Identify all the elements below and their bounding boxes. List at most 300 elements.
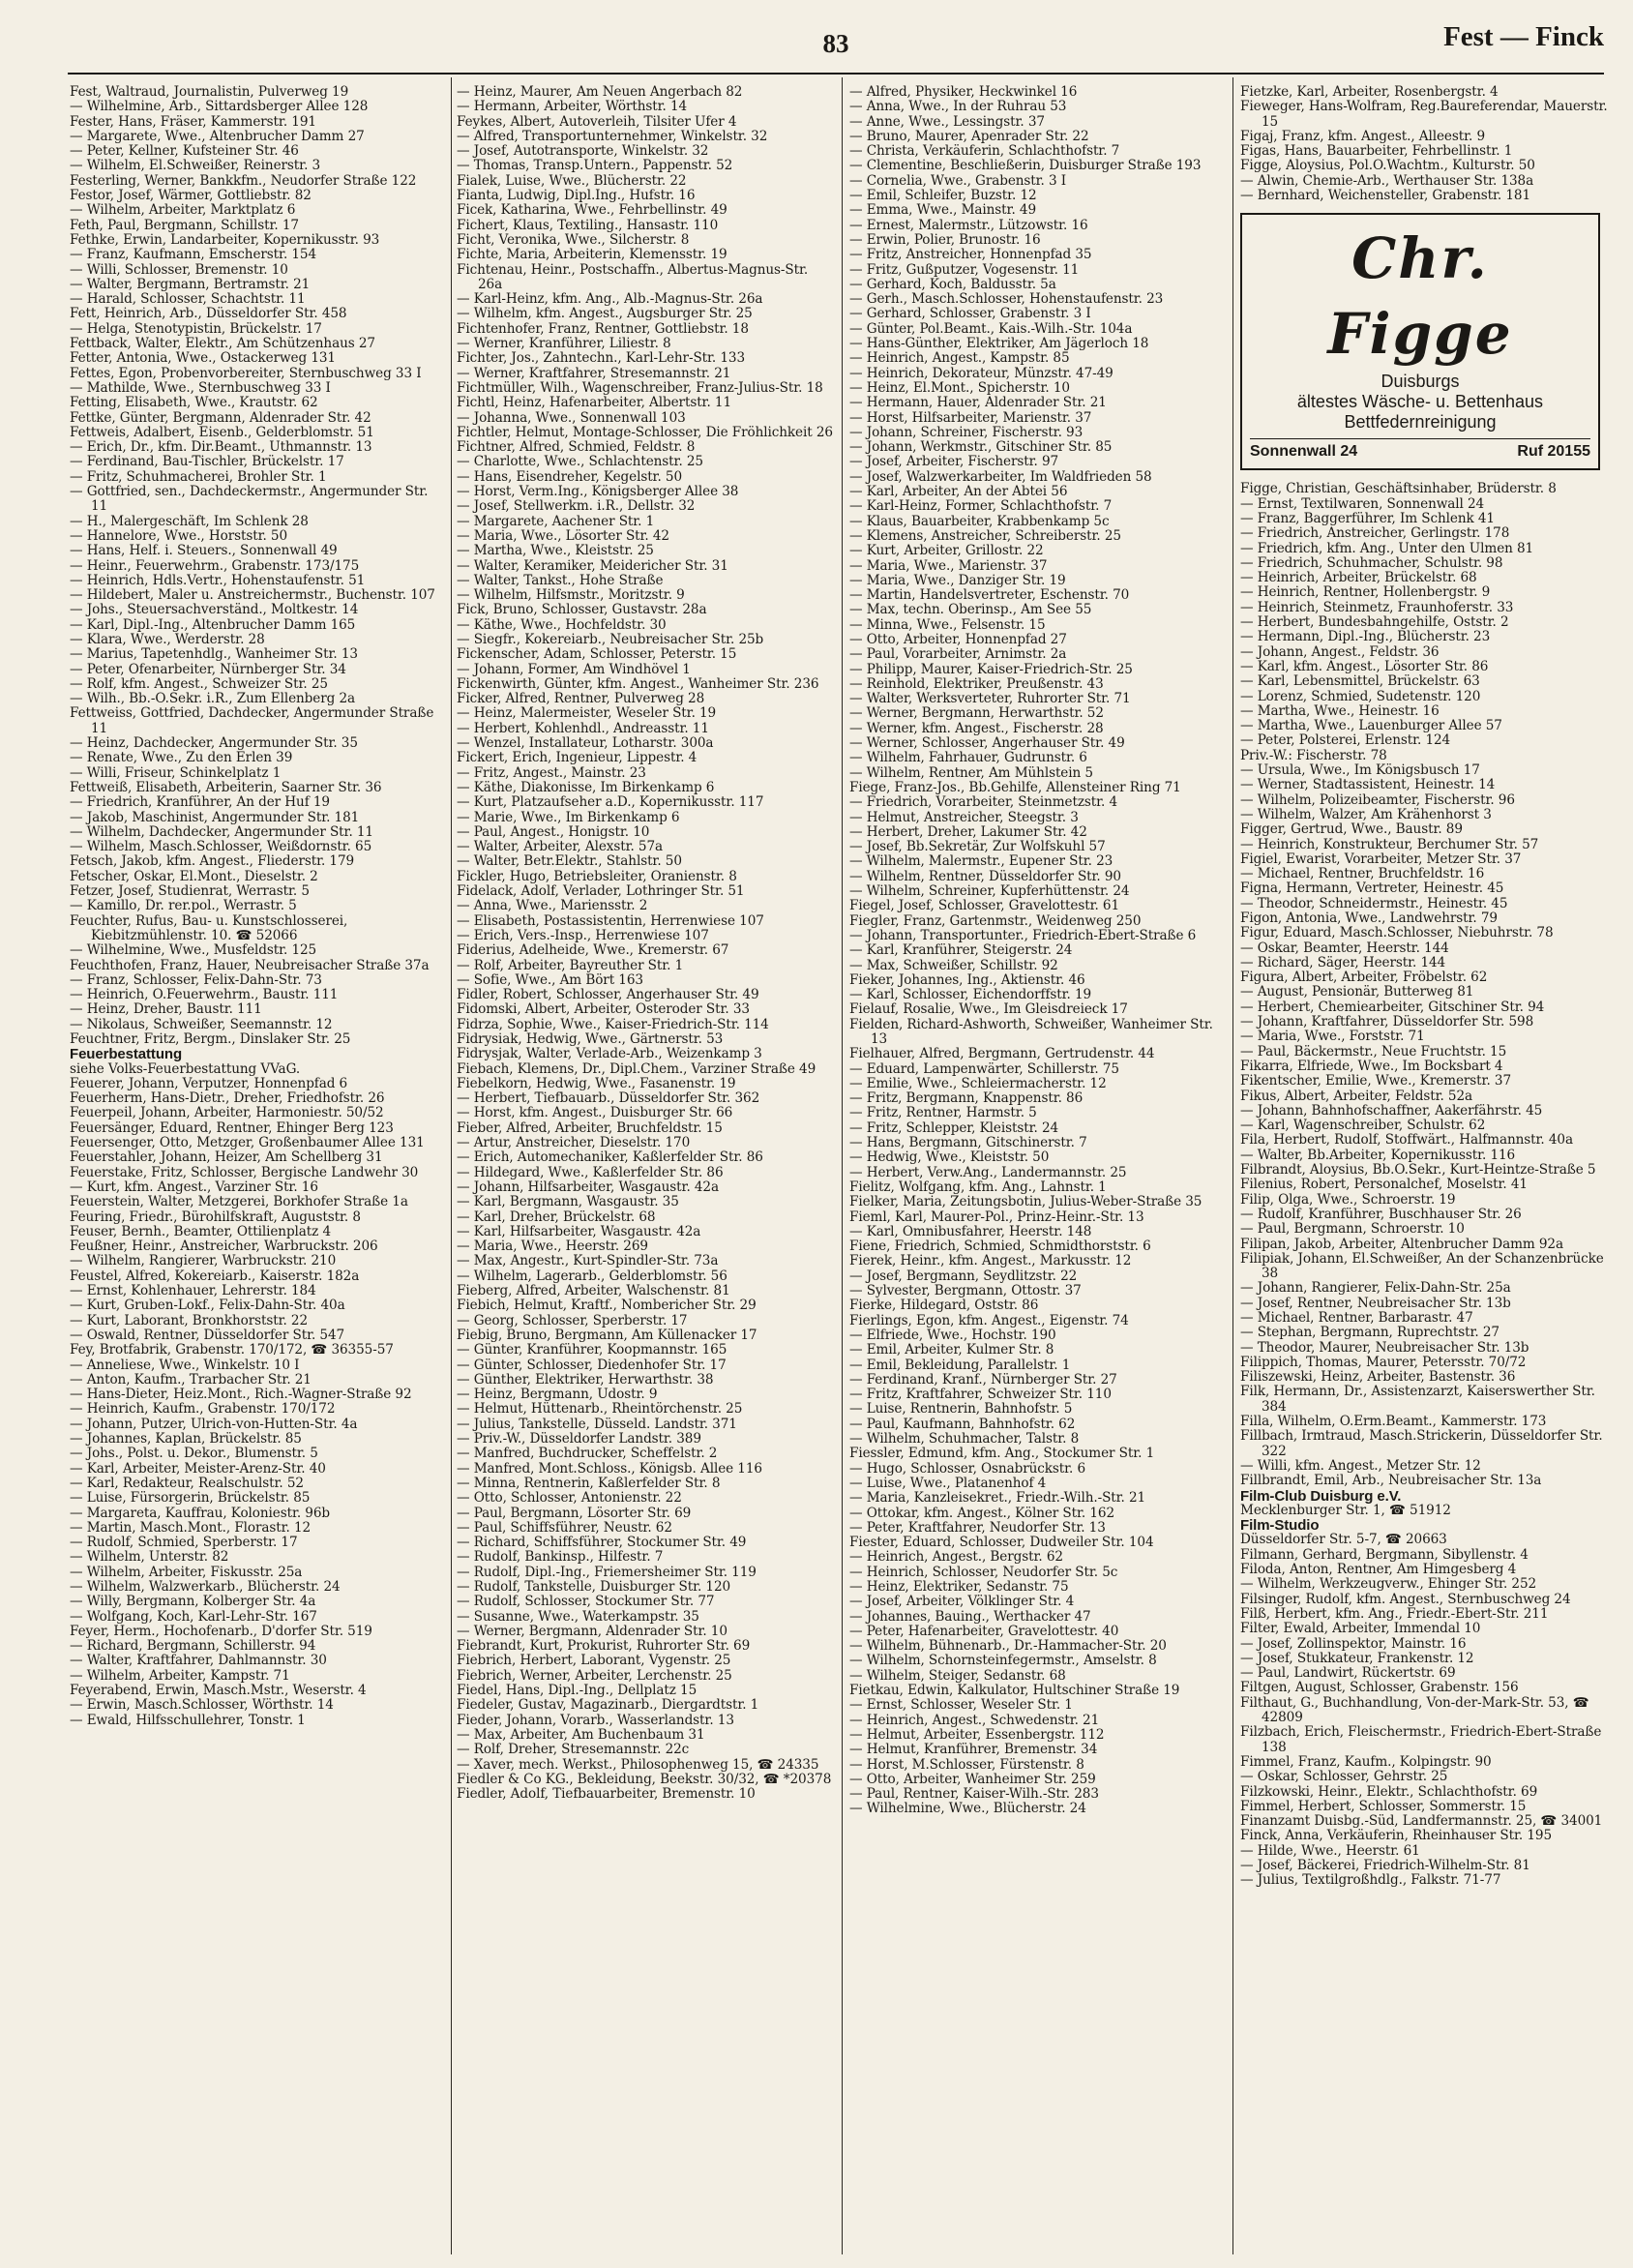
directory-entry: Finck, Anna, Verkäuferin, Rheinhauser Str. 195 (1240, 1828, 1552, 1844)
directory-entry: — Rudolf, Bankinsp., Hilfestr. 7 (457, 1549, 664, 1566)
directory-entry: — Werner, Kraftfahrer, Stresemannstr. 21 (457, 365, 731, 381)
directory-entry: — Marius, Tapetenhdlg., Wanheimer Str. 13 (70, 646, 358, 663)
directory-entry: Filzbach, Erich, Fleischermstr., Friedrich-Ebert-Straße 138 (1240, 1724, 1602, 1755)
directory-entry: — Rudolf, Tankstelle, Duisburger Str. 120 (457, 1578, 731, 1595)
directory-entry: — Otto, Arbeiter, Wanheimer Str. 259 (849, 1771, 1096, 1787)
directory-entry: — Heinrich, Dekorateur, Münzstr. 47-49 (849, 365, 1113, 381)
directory-entry: — Wilhelm, Dachdecker, Angermunder Str. 11 (70, 823, 373, 840)
directory-entry: Fimmel, Franz, Kaufm., Kolpingstr. 90 (1240, 1753, 1492, 1770)
directory-entry: Feuring, Friedr., Bürohilfskraft, Auguststr. 8 (70, 1209, 361, 1225)
directory-entry: Feuerstein, Walter, Metzgerei, Borkhofer Straße 1a (70, 1194, 408, 1210)
directory-entry: — Wilhelm, kfm. Angest., Augsburger Str. 25 (457, 306, 753, 322)
directory-entry: — Heinrich, Angest., Schwedenstr. 21 (849, 1712, 1100, 1728)
directory-entry: — Clementine, Beschließerin, Duisburger Straße 193 (849, 158, 1202, 174)
directory-entry: — August, Pensionär, Butterweg 81 (1240, 984, 1474, 1000)
directory-entry: — Alwin, Chemie-Arb., Werthauser Str. 138a (1240, 172, 1534, 189)
directory-entry: Filbrandt, Aloysius, Bb.O.Sekr., Kurt-Heintze-Straße 5 (1240, 1162, 1596, 1179)
directory-entry: Fiderius, Adelheide, Wwe., Kremerstr. 67 (457, 942, 729, 959)
directory-entry: — Heinrich, Schlosser, Neudorfer Str. 5c (849, 1564, 1118, 1580)
directory-entry: Fielker, Maria, Zeitungsbotin, Julius-Weber-Straße 35 (849, 1194, 1202, 1210)
directory-entry: — Werner, Kranführer, Liliestr. 8 (457, 336, 671, 352)
directory-entry: — Hedwig, Wwe., Kleiststr. 50 (849, 1149, 1050, 1166)
directory-entry: — Horst, Verm.Ing., Königsberger Allee 38 (457, 484, 739, 500)
directory-entry: — Jakob, Maschinist, Angermunder Str. 181 (70, 809, 360, 825)
directory-entry: — Walter, Kraftfahrer, Dahlmannstr. 30 (70, 1653, 327, 1669)
directory-entry: — Hermann, Arbeiter, Wörthstr. 14 (457, 99, 688, 115)
directory-entry: Düsseldorfer Str. 5-7, ☎ 20663 (1240, 1532, 1447, 1548)
directory-entry: Fethke, Erwin, Landarbeiter, Kopernikusstr. 93 (70, 231, 380, 248)
directory-entry: — Ottokar, kfm. Angest., Kölner Str. 162 (849, 1505, 1114, 1521)
directory-entry: — Hilde, Wwe., Heerstr. 61 (1240, 1842, 1420, 1859)
directory-entry: — Paul, Kaufmann, Bahnhofstr. 62 (849, 1416, 1076, 1432)
directory-entry: — Willi, Friseur, Schinkelplatz 1 (70, 764, 282, 781)
directory-entry: — Peter, Kellner, Kufsteiner Str. 46 (70, 143, 299, 160)
directory-entry: — Heinz, El.Mont., Spicherstr. 10 (849, 379, 1070, 396)
directory-entry: — Josef, Rentner, Neubreisacher Str. 13b (1240, 1295, 1511, 1311)
directory-entry: — Fritz, Anstreicher, Honnenpfad 35 (849, 247, 1092, 263)
directory-entry: — Friedrich, Vorarbeiter, Steinmetzstr. 4 (849, 794, 1118, 811)
directory-entry: — Oswald, Rentner, Düsseldorfer Str. 547 (70, 1327, 345, 1343)
directory-entry: — Margareta, Kauffrau, Koloniestr. 96b (70, 1505, 331, 1521)
directory-entry: Fiedler & Co KG., Bekleidung, Beekstr. 30/32, ☎ *20378 (457, 1771, 832, 1787)
directory-entry: Fiedeler, Gustav, Magazinarb., Diergardtstr. 1 (457, 1697, 759, 1714)
directory-entry: Finanzamt Duisbg.-Süd, Landfermannstr. 25, ☎ 34001 (1240, 1813, 1603, 1830)
directory-entry: — Josef, Zollinspektor, Mainstr. 16 (1240, 1635, 1467, 1652)
directory-entry: Feuerer, Johann, Verputzer, Honnenpfad 6 (70, 1075, 348, 1091)
directory-entry: — Martha, Wwe., Heinestr. 16 (1240, 702, 1440, 719)
directory-entry: — Josef, Walzwerkarbeiter, Im Waldfrieden 58 (849, 468, 1152, 485)
directory-entry: — Josef, Arbeiter, Fischerstr. 97 (849, 454, 1059, 470)
directory-entry: — Walter, Bergmann, Bertramstr. 21 (70, 276, 311, 292)
directory-entry: — Peter, Hafenarbeiter, Gravelottestr. 40 (849, 1623, 1119, 1639)
directory-entry: Fidelack, Adolf, Verlader, Lothringer Str. 51 (457, 883, 745, 900)
directory-entry: — Herbert, Verw.Ang., Landermannstr. 25 (849, 1164, 1127, 1180)
directory-entry: Filsinger, Rudolf, kfm. Angest., Sternbuschweg 24 (1240, 1591, 1571, 1607)
directory-column-3 (849, 85, 1227, 2257)
directory-entry: Feuerbestattung (70, 1046, 183, 1063)
directory-entry: — Wilhelm, Schreiner, Kupferhüttenstr. 24 (849, 883, 1130, 900)
directory-entry: Fetzer, Josef, Studienrat, Werrastr. 5 (70, 883, 310, 900)
directory-entry: — Martin, Masch.Mont., Florastr. 12 (70, 1519, 312, 1536)
directory-entry: — Karl, Redakteur, Realschulstr. 52 (70, 1475, 304, 1491)
directory-entry: Fiegel, Josef, Schlosser, Gravelottestr. 61 (849, 898, 1120, 914)
directory-entry: — Peter, Ofenarbeiter, Nürnberger Str. 34 (70, 661, 346, 677)
directory-entry: — Herbert, Dreher, Lakumer Str. 42 (849, 823, 1087, 840)
directory-entry: — Hans-Günther, Elektriker, Am Jägerloch 18 (849, 336, 1149, 352)
directory-entry: Figger, Gertrud, Wwe., Baustr. 89 (1240, 821, 1463, 838)
directory-entry: — Martin, Handelsvertreter, Eschenstr. 70 (849, 587, 1130, 604)
directory-entry: Fiedel, Hans, Dipl.-Ing., Dellplatz 15 (457, 1683, 698, 1699)
directory-entry: Fickenscher, Adam, Schlosser, Peterstr. 15 (457, 646, 737, 663)
directory-entry: Fiege, Franz-Jos., Bb.Gehilfe, Allensteiner Ring 71 (849, 779, 1181, 795)
directory-entry: — Anna, Wwe., Mariensstr. 2 (457, 898, 648, 914)
directory-entry: Filiszewski, Heinz, Arbeiter, Bastenstr. 36 (1240, 1369, 1516, 1386)
directory-entry: Fickler, Hugo, Betriebsleiter, Oranienstr. 8 (457, 868, 737, 884)
directory-entry: — Karl, Hilfsarbeiter, Wasgaustr. 42a (457, 1223, 701, 1239)
directory-entry: — Anneliese, Wwe., Winkelstr. 10 I (70, 1357, 300, 1373)
directory-entry: Film-Club Duisburg e.V. (1240, 1487, 1402, 1505)
directory-entry: — Horst, kfm. Angest., Duisburger Str. 66 (457, 1105, 733, 1121)
directory-entry: Fikarra, Elfriede, Wwe., Im Bocksbart 4 (1240, 1058, 1503, 1074)
directory-entry: — Alfred, Transportunternehmer, Winkelstr. 32 (457, 128, 768, 144)
directory-entry: — Erich, Dr., kfm. Dir.Beamt., Uthmannstr. 13 (70, 439, 372, 456)
directory-entry: — Peter, Polsterei, Erlenstr. 124 (1240, 732, 1451, 749)
directory-entry: — Günther, Elektriker, Herwarthstr. 38 (457, 1371, 714, 1388)
directory-entry: — Ernst, Textilwaren, Sonnenwall 24 (1240, 495, 1485, 512)
directory-entry: Fidler, Robert, Schlosser, Angerhauser Str. 49 (457, 987, 759, 1003)
directory-entry: Fester, Hans, Fräser, Kammerstr. 191 (70, 113, 316, 130)
directory-entry: Figur, Eduard, Masch.Schlosser, Niebuhrstr. 78 (1240, 925, 1554, 941)
directory-entry: Fietkau, Edwin, Kalkulator, Hultschiner Straße 19 (849, 1683, 1180, 1699)
directory-entry: — Karl, Bergmann, Wasgaustr. 35 (457, 1194, 679, 1210)
directory-entry: — Herbert, Tiefbauarb., Düsseldorfer Str. 362 (457, 1090, 760, 1107)
directory-entry: Fietzke, Karl, Arbeiter, Rosenbergstr. 4 (1240, 85, 1499, 100)
directory-entry: — Emilie, Wwe., Schleiermacherstr. 12 (849, 1075, 1107, 1091)
directory-entry: — Erich, Automechaniker, Kaßlerfelder Str. 86 (457, 1149, 763, 1166)
directory-entry: — Johann, Bahnhofschaffner, Aakerfährstr. 45 (1240, 1102, 1543, 1119)
directory-entry: Fichtner, Alfred, Schmied, Feldstr. 8 (457, 439, 696, 456)
directory-entry: Filthaut, G., Buchhandlung, Von-der-Mark-Str. 53, ☎ 42809 (1240, 1694, 1589, 1726)
directory-entry: Fichtenau, Heinr., Postschaffn., Albertus-Magnus-Str. 26a (457, 261, 809, 292)
directory-entry: Feyer, Herm., Hochofenarb., D'dorfer Str. 519 (70, 1623, 372, 1639)
directory-entry: Fiebig, Bruno, Bergmann, Am Küllenacker 17 (457, 1327, 757, 1343)
directory-entry: Filter, Ewald, Arbeiter, Immendal 10 (1240, 1621, 1481, 1637)
directory-entry: — Wilhelm, Hilfsmstr., Moritzstr. 9 (457, 587, 685, 604)
directory-entry: — Marie, Wwe., Im Birkenkamp 6 (457, 809, 680, 825)
directory-entry: — Wilhelm, Lagerarb., Gelderblomstr. 56 (457, 1268, 727, 1284)
directory-entry: — Hermann, Hauer, Aldenrader Str. 21 (849, 395, 1107, 411)
directory-entry: — Sylvester, Bergmann, Ottostr. 37 (849, 1283, 1082, 1299)
directory-entry: — Paul, Bäckermstr., Neue Fruchtstr. 15 (1240, 1043, 1507, 1059)
directory-entry: — Johann, Rangierer, Felix-Dahn-Str. 25a (1240, 1280, 1511, 1297)
directory-entry: — Elfriede, Wwe., Hochstr. 190 (849, 1327, 1056, 1343)
directory-entry: — Rolf, Dreher, Stresemannstr. 22c (457, 1742, 690, 1758)
directory-entry: — Charlotte, Wwe., Schlachtenstr. 25 (457, 454, 703, 470)
directory-entry: Filß, Herbert, kfm. Ang., Friedr.-Ebert-Str. 211 (1240, 1605, 1549, 1622)
directory-entry: — Josef, Stellwerkm. i.R., Dellstr. 32 (457, 498, 696, 515)
directory-entry: — Wilhelm, Masch.Schlosser, Weißdornstr. 65 (70, 839, 372, 855)
directory-column-1 (70, 85, 447, 2257)
directory-entry: — Nikolaus, Schweißer, Seemannstr. 12 (70, 1016, 333, 1032)
directory-entry: — Christa, Verkäuferin, Schlachthofstr. 7 (849, 143, 1120, 160)
directory-entry: — Johannes, Kaplan, Brückelstr. 85 (70, 1431, 302, 1447)
directory-entry: — Fritz, Kraftfahrer, Schweizer Str. 110 (849, 1387, 1112, 1403)
directory-entry: Ficek, Katharina, Wwe., Fehrbellinstr. 49 (457, 202, 727, 219)
directory-entry: — Michael, Rentner, Barbarastr. 47 (1240, 1310, 1473, 1326)
directory-entry: — Wenzel, Installateur, Lotharstr. 300a (457, 735, 714, 752)
directory-entry: Fichert, Klaus, Textiling., Hansastr. 110 (457, 217, 719, 233)
directory-entry: — Wilhelmine, Wwe., Blücherstr. 24 (849, 1801, 1086, 1817)
directory-entry: siehe Volks-Feuerbestattung VVaG. (70, 1060, 301, 1077)
advertisement-tagline: Duisburgs ältestes Wäsche- u. Bettenhaus Bettfedernreinigung (1296, 372, 1544, 433)
directory-entry: — Heinrich, Rentner, Hollenbergstr. 9 (1240, 584, 1491, 601)
directory-entry: Fidrysjak, Walter, Verlade-Arb., Weizenkamp 3 (457, 1046, 762, 1062)
directory-entry: — Michael, Rentner, Bruchfeldstr. 16 (1240, 866, 1485, 882)
directory-entry: — Wilhelm, Schornsteinfegermstr., Amselstr. 8 (849, 1653, 1157, 1669)
directory-entry: — Siegfr., Kokereiarb., Neubreisacher Str. 25b (457, 631, 764, 647)
directory-entry: — Fritz, Rentner, Harmstr. 5 (849, 1105, 1037, 1121)
directory-entry: Fieder, Johann, Vorarb., Wasserlandstr. 13 (457, 1712, 734, 1728)
directory-entry: Filipiak, Johann, El.Schweißer, An der Schanzenbrücke 38 (1240, 1250, 1604, 1282)
directory-entry: — Gottfried, sen., Dachdeckermstr., Angermunder Str. 11 (70, 484, 429, 515)
directory-entry: Fettes, Egon, Probenvorbereiter, Sternbuschweg 33 I (70, 365, 422, 381)
directory-entry: — Johann, Werkmstr., Gitschiner Str. 85 (849, 439, 1113, 456)
directory-entry: Fiebrich, Herbert, Laborant, Vygenstr. 25 (457, 1653, 731, 1669)
directory-entry: — Johs., Steuersachverständ., Moltkestr. 14 (70, 602, 359, 618)
directory-entry: — Horst, Hilfsarbeiter, Marienstr. 37 (849, 409, 1092, 426)
directory-entry: — Emil, Arbeiter, Kulmer Str. 8 (849, 1342, 1054, 1358)
directory-entry: — Heinz, Dreher, Baustr. 111 (70, 1001, 262, 1018)
directory-entry: — Wilh., Bb.-O.Sekr. i.R., Zum Ellenberg 2a (70, 691, 355, 707)
directory-entry: — Wilhelm, Malermstr., Eupener Str. 23 (849, 853, 1113, 870)
directory-entry: — Elisabeth, Postassistentin, Herrenwiese 107 (457, 912, 764, 929)
directory-entry: — Hildegard, Wwe., Kaßlerfelder Str. 86 (457, 1164, 724, 1180)
directory-entry: — Johann, Transportunter., Friedrich-Ebert-Straße 6 (849, 927, 1197, 943)
directory-entry: Fichtler, Helmut, Montage-Schlosser, Die Fröhlichkeit 26 (457, 424, 833, 440)
directory-entry: — Ernst, Schlosser, Weseler Str. 1 (849, 1697, 1073, 1714)
directory-entry: — Kurt, Laborant, Bronkhorststr. 22 (70, 1312, 309, 1328)
directory-entry: Feuerherm, Hans-Dietr., Dreher, Friedhofstr. 26 (70, 1090, 385, 1107)
directory-entry: — Heinrich, O.Feuerwehrm., Baustr. 111 (70, 987, 339, 1003)
directory-entry: — Johann, Hilfsarbeiter, Wasgaustr. 42a (457, 1179, 719, 1195)
directory-entry: Fidrysiak, Hedwig, Wwe., Gärtnerstr. 53 (457, 1031, 724, 1047)
directory-entry: — Emma, Wwe., Mainstr. 49 (849, 202, 1036, 219)
directory-entry: Filtgen, August, Schlosser, Grabenstr. 156 (1240, 1680, 1519, 1696)
directory-entry: — Bernhard, Weichensteller, Grabenstr. 181 (1240, 188, 1530, 204)
directory-entry: Fettback, Walter, Elektr., Am Schützenhaus 27 (70, 336, 375, 352)
directory-entry: Fetter, Antonia, Wwe., Ostackerweg 131 (70, 350, 336, 367)
directory-entry: — Fritz, Schlepper, Kleiststr. 24 (849, 1119, 1059, 1136)
directory-entry: — Maria, Wwe., Marienstr. 37 (849, 557, 1048, 574)
directory-entry: — Helmut, Hüttenarb., Rheintörchenstr. 25 (457, 1401, 743, 1418)
directory-entry: — Günter, Pol.Beamt., Kais.-Wilh.-Str. 104a (849, 320, 1133, 337)
directory-entry: Filippich, Thomas, Maurer, Petersstr. 70/72 (1240, 1354, 1527, 1370)
directory-entry: — Emil, Bekleidung, Parallelstr. 1 (849, 1357, 1071, 1373)
directory-entry: Fiedler, Adolf, Tiefbauarbeiter, Bremenstr. 10 (457, 1786, 756, 1803)
directory-entry: — Josef, Autotransporte, Winkelstr. 32 (457, 143, 709, 160)
directory-entry: Feykes, Albert, Autoverleih, Tilsiter Ufer 4 (457, 113, 737, 130)
directory-entry: — Klara, Wwe., Werderstr. 28 (70, 631, 265, 647)
directory-entry: Festerling, Werner, Bankkfm., Neudorfer Straße 122 (70, 172, 417, 189)
directory-entry: — Hans, Eisendreher, Kegelstr. 50 (457, 468, 682, 485)
directory-entry: — Werner, Bergmann, Aldenrader Str. 10 (457, 1623, 727, 1639)
directory-entry: — Kurt, Arbeiter, Grillostr. 22 (849, 543, 1044, 559)
directory-entry: — Rudolf, Schlosser, Stockumer Str. 77 (457, 1594, 715, 1610)
directory-entry: — Horst, M.Schlosser, Fürstenstr. 8 (849, 1756, 1084, 1773)
directory-entry: Feyerabend, Erwin, Masch.Mstr., Weserstr. 4 (70, 1683, 367, 1699)
advertiser-phone: Ruf 20155 (1517, 443, 1590, 461)
directory-entry: — Werner, Bergmann, Herwarthstr. 52 (849, 705, 1104, 722)
directory-entry: Fetting, Elisabeth, Wwe., Krautstr. 62 (70, 395, 318, 411)
directory-entry: — Minna, Rentnerin, Kaßlerfelder Str. 8 (457, 1475, 721, 1491)
directory-entry: — Hans, Helf. i. Steuers., Sonnenwall 49 (70, 543, 338, 559)
directory-entry: — Rolf, kfm. Angest., Schweizer Str. 25 (70, 675, 328, 692)
directory-entry: — Wilhelm, Rentner, Düsseldorfer Str. 90 (849, 868, 1121, 884)
directory-entry: Feuchthofen, Franz, Hauer, Neubreisacher Straße 37a (70, 957, 430, 973)
directory-entry: Fikentscher, Emilie, Wwe., Kremerstr. 37 (1240, 1073, 1511, 1089)
directory-entry: — Heinrich, Steinmetz, Fraunhoferstr. 33 (1240, 599, 1514, 615)
directory-entry: — Helmut, Kranführer, Bremenstr. 34 (849, 1742, 1098, 1758)
directory-entry: — Bruno, Maurer, Apenrader Str. 22 (849, 128, 1089, 144)
directory-entry: Fierek, Heinr., kfm. Angest., Markusstr. 12 (849, 1253, 1132, 1269)
directory-entry: — Karl, Kranführer, Steigerstr. 24 (849, 942, 1073, 959)
directory-entry: — Paul, Vorarbeiter, Arnimstr. 2a (849, 646, 1067, 663)
directory-entry: — Heinz, Malermeister, Weseler Str. 19 (457, 705, 717, 722)
directory-entry: — Maria, Wwe., Forststr. 71 (1240, 1029, 1425, 1045)
directory-entry: — Josef, Stukkateur, Frankenstr. 12 (1240, 1650, 1474, 1666)
directory-entry: — Heinz, Bergmann, Udostr. 9 (457, 1387, 658, 1403)
directory-entry: — Gerh., Masch.Schlosser, Hohenstaufenstr. 23 (849, 291, 1164, 308)
directory-entry: — Kurt, Gruben-Lokf., Felix-Dahn-Str. 40a (70, 1298, 345, 1314)
directory-entry: Fichte, Maria, Arbeiterin, Klemensstr. 19 (457, 247, 727, 263)
directory-entry: — Paul, Rentner, Kaiser-Wilh.-Str. 283 (849, 1786, 1099, 1803)
directory-entry: — Alfred, Physiker, Heckwinkel 16 (849, 85, 1078, 100)
directory-entry: Feuser, Bernh., Beamter, Ottilienplatz 4 (70, 1223, 332, 1239)
directory-entry: Figiel, Ewarist, Vorarbeiter, Metzer Str. 37 (1240, 850, 1522, 867)
directory-entry: — Ewald, Hilfsschullehrer, Tonstr. 1 (70, 1712, 306, 1728)
directory-entry: Fiessler, Edmund, kfm. Ang., Stockumer Str. 1 (849, 1446, 1155, 1462)
directory-entry: Feuerstahler, Johann, Heizer, Am Schellberg 31 (70, 1149, 383, 1166)
directory-entry: — Rudolf, Schmied, Sperberstr. 17 (70, 1535, 298, 1551)
directory-entry: — Julius, Tankstelle, Düsseld. Landstr. 371 (457, 1416, 737, 1432)
directory-entry: — Wilhelm, Schuhmacher, Talstr. 8 (849, 1431, 1080, 1447)
directory-entry: — Richard, Säger, Heerstr. 144 (1240, 954, 1446, 970)
directory-entry: Feth, Paul, Bergmann, Schillstr. 17 (70, 217, 299, 233)
directory-entry: — Karl, Schlosser, Eichendorffstr. 19 (849, 987, 1092, 1003)
directory-entry: — Julius, Textilgroßhdlg., Falkstr. 71-77 (1240, 1872, 1501, 1889)
directory-entry: — Heinz, Dachdecker, Angermunder Str. 35 (70, 735, 358, 752)
directory-entry: — Fritz, Gußputzer, Vogesenstr. 11 (849, 261, 1080, 278)
directory-entry: — Wilhelm, Rangierer, Warbruckstr. 210 (70, 1253, 337, 1269)
directory-entry: — Karl, Wagenschreiber, Schulstr. 62 (1240, 1118, 1486, 1134)
directory-entry: Feuchter, Rufus, Bau- u. Kunstschlosserei, Kiebitzmühlenstr. 10. ☎ 52066 (70, 912, 348, 943)
directory-entry: — Wilhelm, Werkzeugverw., Ehinger Str. 252 (1240, 1576, 1537, 1593)
directory-entry: — Johanna, Wwe., Sonnenwall 103 (457, 409, 686, 426)
directory-entry: Fidrza, Sophie, Wwe., Kaiser-Friedrich-Str. 114 (457, 1016, 769, 1032)
directory-entry: — Oskar, Beamter, Heerstr. 144 (1240, 940, 1449, 956)
directory-entry: Mecklenburger Str. 1, ☎ 51912 (1240, 1502, 1451, 1518)
directory-entry: — Heinz, Elektriker, Sedanstr. 75 (849, 1578, 1069, 1595)
directory-entry: — Karl, Arbeiter, An der Abtei 56 (849, 484, 1068, 500)
directory-entry: — Herbert, Kohlenhdl., Andreasstr. 11 (457, 720, 709, 736)
directory-entry: — Renate, Wwe., Zu den Erlen 39 (70, 750, 293, 766)
directory-entry: Filoda, Anton, Rentner, Am Himgesberg 4 (1240, 1562, 1517, 1578)
directory-entry: Filk, Hermann, Dr., Assistenzarzt, Kaiserswerther Str. 384 (1240, 1384, 1595, 1415)
directory-entry: — Wilhelm, Walzer, Am Krähenhorst 3 (1240, 806, 1492, 822)
directory-entry: — Paul, Schiffsführer, Neustr. 62 (457, 1519, 672, 1536)
directory-entry: — Franz, Kaufmann, Emscherstr. 154 (70, 247, 317, 263)
directory-entry: Fettweiß, Elisabeth, Arbeiterin, Saarner Str. 36 (70, 779, 382, 795)
directory-entry: — Johann, Angest., Feldstr. 36 (1240, 643, 1440, 660)
directory-entry: — Martha, Wwe., Lauenburger Allee 57 (1240, 718, 1502, 734)
directory-entry: — Oskar, Schlosser, Gehrstr. 25 (1240, 1769, 1448, 1785)
directory-entry: — Lorenz, Schmied, Sudetenstr. 120 (1240, 688, 1481, 704)
directory-entry: — Emil, Schleifer, Buzstr. 12 (849, 188, 1037, 204)
directory-entry: — Manfred, Mont.Schloss., Königsb. Allee 116 (457, 1460, 762, 1477)
directory-entry: Fikus, Albert, Arbeiter, Feldstr. 52a (1240, 1088, 1473, 1104)
directory-entry: — Kurt, Platzaufseher a.D., Kopernikusstr. 117 (457, 794, 764, 811)
directory-entry: — Karl, Dipl.-Ing., Altenbrucher Damm 165 (70, 616, 356, 633)
directory-entry: Fielhauer, Alfred, Bergmann, Gertrudenstr. 44 (849, 1046, 1155, 1062)
directory-entry: Filenius, Robert, Personalchef, Moselstr. 41 (1240, 1177, 1528, 1193)
directory-entry: Figge, Christian, Geschäftsinhaber, Brüderstr. 8 (1240, 481, 1557, 497)
directory-entry: — Karl, Omnibusfahrer, Heerstr. 148 (849, 1223, 1092, 1239)
directory-entry: — Cornelia, Wwe., Grabenstr. 3 I (849, 172, 1067, 189)
directory-entry: Fidomski, Albert, Arbeiter, Osteroder Str. 33 (457, 1001, 750, 1018)
directory-entry: — Anne, Wwe., Lessingstr. 37 (849, 113, 1045, 130)
directory-entry: — Erwin, Masch.Schlosser, Wörthstr. 14 (70, 1697, 334, 1714)
directory-entry: — Ferdinand, Bau-Tischler, Brückelstr. 17 (70, 454, 344, 470)
directory-entry: — Käthe, Wwe., Hochfeldstr. 30 (457, 616, 667, 633)
directory-entry: — Franz, Schlosser, Felix-Dahn-Str. 73 (70, 971, 322, 988)
directory-entry: Fickert, Erich, Ingenieur, Lippestr. 4 (457, 750, 698, 766)
advertisement-footer (1250, 438, 1590, 461)
directory-entry: — Reinhold, Elektriker, Preußenstr. 43 (849, 675, 1104, 692)
directory-entry: Fiester, Eduard, Schlosser, Dudweiler Str. 104 (849, 1535, 1154, 1551)
directory-entry: Filmann, Gerhard, Bergmann, Sibyllenstr. 4 (1240, 1546, 1529, 1563)
directory-entry: Fieweger, Hans-Wolfram, Reg.Baureferendar, Mauerstr. 15 (1240, 99, 1608, 130)
directory-entry: — Gerhard, Koch, Baldusstr. 5a (849, 276, 1056, 292)
directory-entry: — Wilhelm, Arbeiter, Kampstr. 71 (70, 1667, 290, 1684)
column-divider (842, 77, 843, 2254)
directory-entry: — Friedrich, Schuhmacher, Schulstr. 98 (1240, 554, 1503, 571)
directory-entry: — Wilhelm, Arbeiter, Marktplatz 6 (70, 202, 296, 219)
directory-entry: — Otto, Arbeiter, Honnenpfad 27 (849, 631, 1067, 647)
directory-entry: Fianta, Ludwig, Dipl.Ing., Hufstr. 16 (457, 188, 696, 204)
directory-entry: — Heinrich, Angest., Kampstr. 85 (849, 350, 1070, 367)
directory-entry: — Rolf, Arbeiter, Bayreuther Str. 1 (457, 957, 684, 973)
directory-entry: — Priv.-W., Düsseldorfer Landstr. 389 (457, 1431, 701, 1447)
directory-entry: Figaj, Franz, kfm. Angest., Alleestr. 9 (1240, 128, 1485, 144)
page-header (68, 19, 1604, 68)
directory-entry: — Minna, Wwe., Felsenstr. 15 (849, 616, 1046, 633)
directory-entry: — Peter, Kraftfahrer, Neudorfer Str. 13 (849, 1519, 1106, 1536)
directory-entry: — Werner, Schlosser, Angerhauser Str. 49 (849, 735, 1125, 752)
directory-entry: Filzkowski, Heinr., Elektr., Schlachthofstr. 69 (1240, 1783, 1538, 1800)
directory-entry: — Willi, Schlosser, Bremenstr. 10 (70, 261, 288, 278)
directory-entry: — Hugo, Schlosser, Osnabrückstr. 6 (849, 1460, 1086, 1477)
directory-entry: — Walter, Betr.Elektr., Stahlstr. 50 (457, 853, 682, 870)
directory-entry: Figge, Aloysius, Pol.O.Wachtm., Kulturstr. 50 (1240, 158, 1535, 174)
directory-entry: — Herbert, Chemiearbeiter, Gitschiner Str. 94 (1240, 999, 1545, 1015)
directory-entry: — Josef, Bäckerei, Friedrich-Wilhelm-Str. 81 (1240, 1857, 1530, 1873)
directory-entry: Fichtmüller, Wilh., Wagenschreiber, Franz-Julius-Str. 18 (457, 379, 823, 396)
directory-entry: — Harald, Schlosser, Schachtstr. 11 (70, 291, 306, 308)
directory-entry: — Walter, Keramiker, Meidericher Str. 31 (457, 557, 728, 574)
directory-entry: — Luise, Rentnerin, Bahnhofstr. 5 (849, 1401, 1073, 1418)
directory-entry: — Susanne, Wwe., Waterkampstr. 35 (457, 1608, 699, 1625)
directory-entry: Figna, Hermann, Vertreter, Heinestr. 45 (1240, 880, 1504, 897)
page-number: 83 (822, 29, 849, 58)
directory-entry: — Hans, Bergmann, Gitschinerstr. 7 (849, 1135, 1087, 1151)
directory-entry: — Fritz, Angest., Mainstr. 23 (457, 764, 646, 781)
directory-entry: — Richard, Schiffsführer, Stockumer Str. 49 (457, 1535, 747, 1551)
directory-entry: — Walter, Bb.Arbeiter, Kopernikusstr. 116 (1240, 1147, 1516, 1163)
directory-entry: — Georg, Schlosser, Sperberstr. 17 (457, 1312, 688, 1328)
directory-entry: — Werner, Stadtassistent, Heinestr. 14 (1240, 777, 1496, 793)
directory-entry: — Anna, Wwe., In der Ruhrau 53 (849, 99, 1067, 115)
running-head: Fest — Finck (1443, 21, 1604, 52)
column-divider (451, 77, 452, 2254)
directory-entry: — Rudolf, Dipl.-Ing., Friemersheimer Str. 119 (457, 1564, 757, 1580)
directory-entry: Filipan, Jakob, Arbeiter, Altenbrucher Damm 92a (1240, 1236, 1563, 1252)
directory-entry: — Heinrich, Arbeiter, Brückelstr. 68 (1240, 570, 1477, 586)
column-divider (1232, 77, 1233, 2254)
directory-entry: Fiebelkorn, Hedwig, Wwe., Fasanenstr. 19 (457, 1075, 736, 1091)
directory-entry: — Ursula, Wwe., Im Königsbusch 17 (1240, 762, 1480, 779)
advertiser-address: Sonnenwall 24 (1250, 443, 1358, 461)
directory-entry: — Franz, Baggerführer, Im Schlenk 41 (1240, 510, 1495, 526)
